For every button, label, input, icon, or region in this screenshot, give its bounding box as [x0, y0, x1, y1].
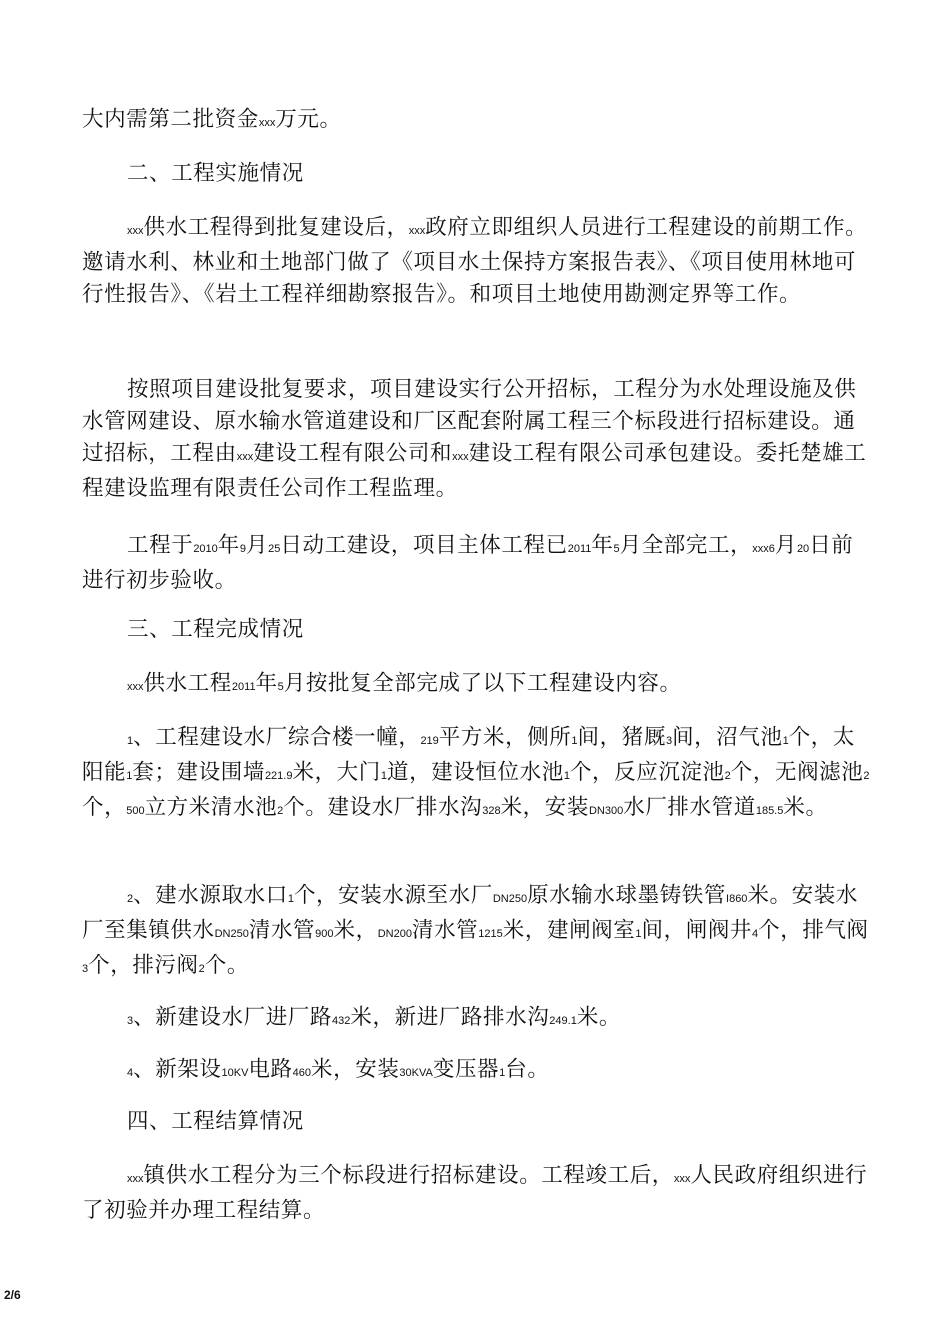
paragraph-completion-intro: xxx供水工程2011年5月按批复全部完成了以下工程建设内容。 — [127, 671, 682, 696]
section-heading-settlement: 四、工程结算情况 — [127, 1109, 304, 1134]
list-item-2-pipelines: 2、建水源取水口1个，安装水源至水厂DN250原水输水球墨铸铁管I860米。安装水厂至集镇供水DN250清水管900米，DN200清水管1215米，建闸阀室1间，闸阀井4个，排气阀3个，排污阀2个。 — [82, 883, 869, 978]
section-heading-completion: 三、工程完成情况 — [127, 617, 304, 642]
section-heading-implementation: 二、工程实施情况 — [127, 161, 304, 186]
paragraph-funding-continuation: 大内需第二批资金xxx万元。 — [82, 107, 342, 132]
page-indicator: 2/6 — [4, 1288, 21, 1302]
paragraph-schedule: 工程于2010年9月25日动工建设，项目主体工程已2011年5月全部完工，xxx6月20日前进行初步验收。 — [82, 533, 854, 593]
paragraph-preliminary-work: xxx供水工程得到批复建设后，xxx政府立即组织人员进行工程建设的前期工作。邀请水利、林业和土地部门做了《项目水土保持方案报告表》、《项目使用林地可行性报告》、《岩土工程祥细勘察报告》。和项目土地使用勘测定界等工作。 — [82, 215, 868, 307]
paragraph-settlement: xxx镇供水工程分为三个标段进行招标建设。工程竣工后，xxx人民政府组织进行了初验并办理工程结算。 — [82, 1163, 868, 1223]
paragraph-bidding: 按照项目建设批复要求，项目建设实行公开招标，工程分为水处理设施及供水管网建设、原水输水管道建设和厂区配套附属工程三个标段进行招标建设。通过招标，工程由xxx建设工程有限公司和xxx建设工程有限公司承包建设。委托楚雄工程建设监理有限责任公司作工程监理。 — [82, 377, 867, 501]
list-item-4-power: 4、新架设10KV电路460米，安装30KVA变压器1台。 — [127, 1057, 550, 1082]
list-item-1-buildings: 1、工程建设水厂综合楼一幢，219平方米，侧所1间，猪厩3间，沼气池1个，太阳能1套；建设围墙221.9米，大门1道，建设恒位水池1个，反应沉淀池2个，无阀滤池2个，500立方米清水池2个。建设水厂排水沟328米，安装DN300水厂排水管道185.5米。 — [82, 725, 870, 820]
list-item-3-road: 3、新建设水厂进厂路432米，新进厂路排水沟249.1米。 — [127, 1005, 622, 1030]
